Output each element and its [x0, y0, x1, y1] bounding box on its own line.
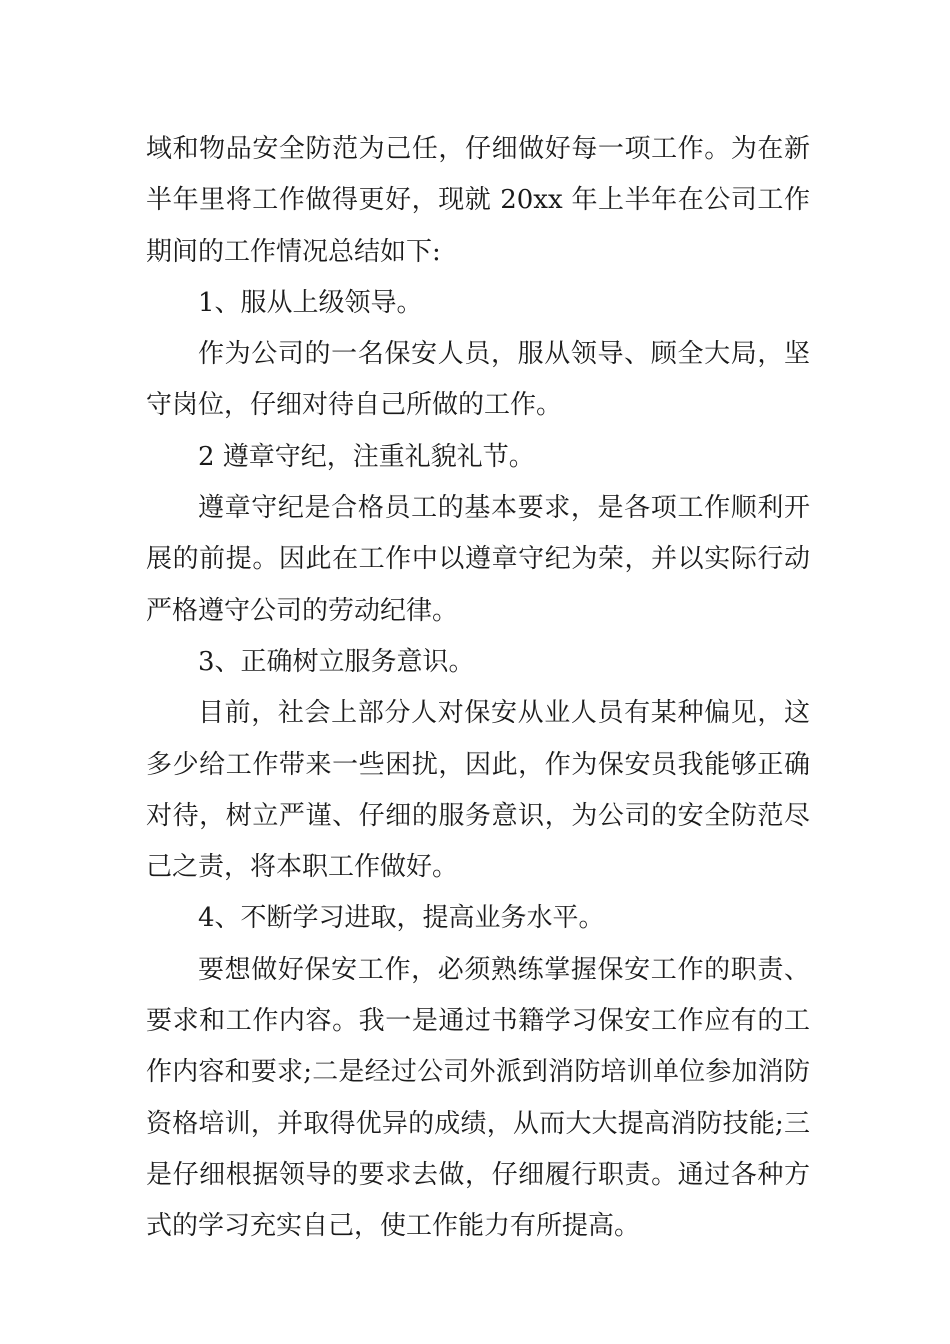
- paragraph-continuous-learning: 要想做好保安工作，必须熟练掌握保安工作的职责、要求和工作内容。我一是通过书籍学习保安工作应有的工作内容和要求;二是经过公司外派到消防培训单位参加消防资格培训，并取得优异的成绩，从而大大提高消防技能;三是仔细根据领导的要求去做，仔细履行职责。通过各种方式的学习充实自己，使工作能力有所提高。: [146, 954, 810, 1242]
- paragraph-obey-leadership: 作为公司的一名保安人员，服从领导、顾全大局，坚守岗位，仔细对待自己所做的工作。: [146, 339, 810, 421]
- heading-continuous-learning: 4、不断学习进取，提高业务水平。: [198, 903, 605, 934]
- paragraph-discipline: 遵章守纪是合格员工的基本要求，是各项工作顺利开展的前提。因此在工作中以遵章守纪为荣，并以实际行动严格遵守公司的劳动纪律。: [146, 493, 810, 626]
- paragraph-continuation: 域和物品安全防范为己任，仔细做好每一项工作。为在新半年里将工作做得更好，现就 20xx 年上半年在公司工作期间的工作情况总结如下:: [146, 134, 810, 267]
- heading-discipline: 2 遵章守纪，注重礼貌礼节。: [198, 441, 535, 472]
- document-body: [146, 124, 810, 1253]
- heading-obey-leadership: 1、服从上级领导。: [198, 287, 423, 318]
- paragraph-service-awareness: 目前，社会上部分人对保安从业人员有某种偏见，这多少给工作带来一些困扰，因此，作为保安员我能够正确对待，树立严谨、仔细的服务意识，为公司的安全防范尽己之责，将本职工作做好。: [146, 698, 810, 883]
- heading-service-awareness: 3、正确树立服务意识。: [198, 646, 475, 677]
